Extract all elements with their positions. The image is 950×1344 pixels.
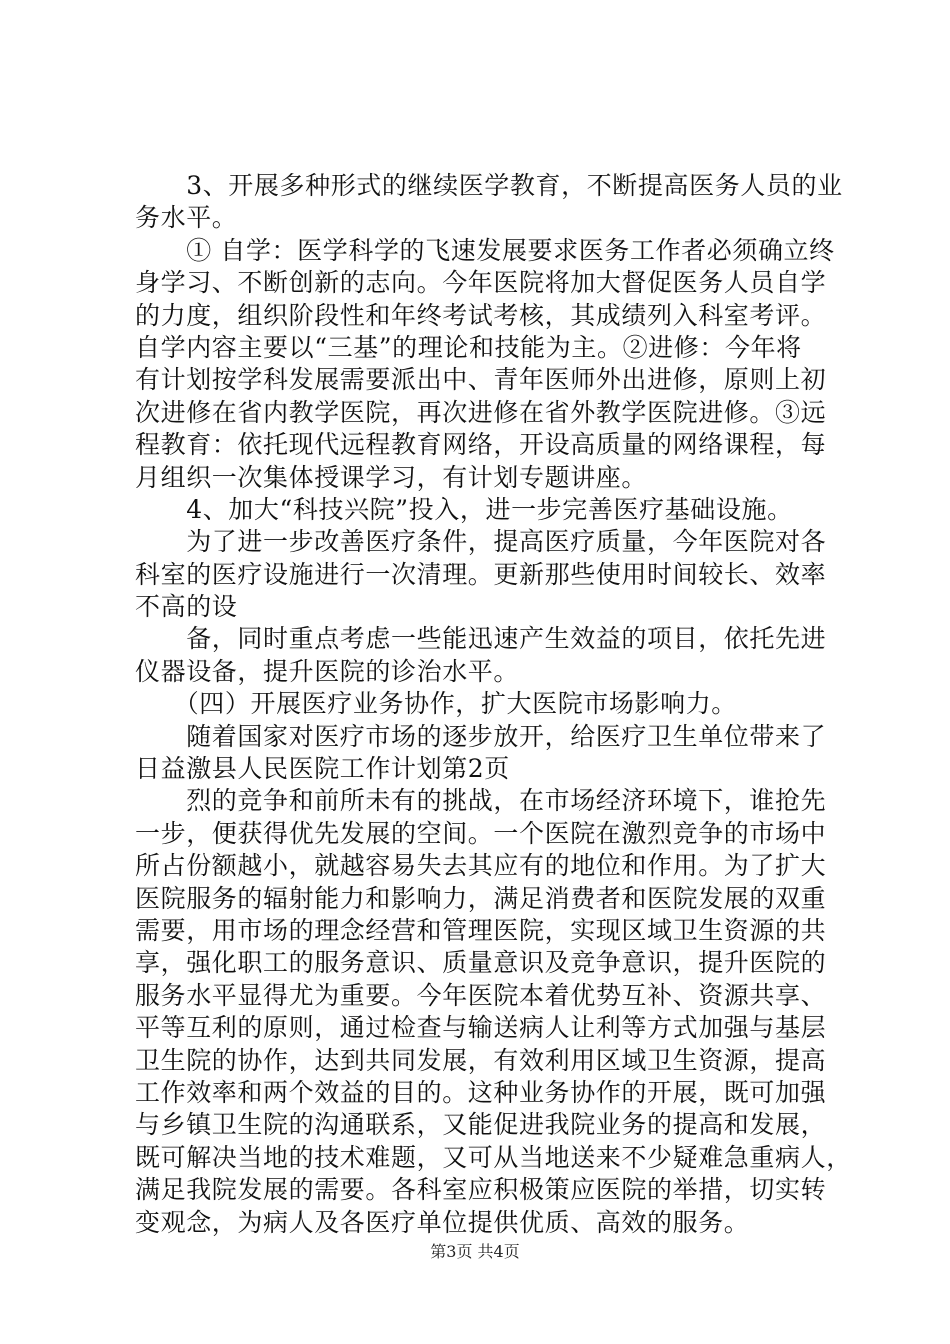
text-line: 一步，便获得优先发展的空间。一个医院在激烈竞争的市场中 xyxy=(135,818,827,848)
text-line: 科室的医疗设施进行一次清理。更新那些使用时间较长、效率 xyxy=(135,559,827,589)
text-line: 不高的设 xyxy=(135,592,238,622)
text-line: 变观念，为病人及各医疗单位提供优质、高效的服务。 xyxy=(135,1207,750,1237)
text-line: ① 自学：医学科学的飞速发展要求医务工作者必须确立终 xyxy=(135,235,835,265)
text-line: 仪器设备，提升医院的诊治水平。 xyxy=(135,656,520,686)
text-line: 医院服务的辐射能力和影响力，满足消费者和医院发展的双重 xyxy=(135,883,827,913)
page-footer: 第3页 共4页 xyxy=(430,1242,520,1261)
text-line: 满足我院发展的需要。各科室应积极策应医院的举措，切实转 xyxy=(135,1175,827,1205)
text-line: 日益激县人民医院工作计划第2页 xyxy=(135,754,510,784)
text-line: 既可解决当地的技术难题，又可从当地送来不少疑难急重病人， xyxy=(135,1142,852,1172)
text-line: 备，同时重点考虑一些能迅速产生效益的项目，依托先进 xyxy=(135,624,827,654)
text-line: 程教育：依托现代远程教育网络，开设高质量的网络课程，每 xyxy=(135,430,827,460)
text-line: 自学内容主要以“三基”的理论和技能为主。②进修：今年将 xyxy=(135,332,802,362)
text-line: 务水平。 xyxy=(135,203,238,233)
text-line: 次进修在省内教学医院，再次进修在省外教学医院进修。③远 xyxy=(135,397,827,427)
text-line: 有计划按学科发展需要派出中、青年医师外出进修，原则上初 xyxy=(135,365,827,395)
text-line: 卫生院的协作，达到共同发展，有效利用区域卫生资源，提高 xyxy=(135,1045,827,1075)
text-line: 月组织一次集体授课学习，有计划专题讲座。 xyxy=(135,462,648,492)
text-line: 的力度，组织阶段性和年终考试考核，其成绩列入科室考评。 xyxy=(135,300,827,330)
text-line: 4、加大“科技兴院”投入，进一步完善医疗基础设施。 xyxy=(135,494,793,524)
text-line: （四）开展医疗业务协作，扩大医院市场影响力。 xyxy=(135,689,737,719)
text-line: 服务水平显得尤为重要。今年医院本着优势互补、资源共享、 xyxy=(135,980,827,1010)
text-line: 烈的竞争和前所未有的挑战，在市场经济环境下，谁抢先 xyxy=(135,786,827,816)
text-line: 工作效率和两个效益的目的。这种业务协作的开展，既可加强 xyxy=(135,1077,827,1107)
text-line: 3、开展多种形式的继续医学教育，不断提高医务人员的业 xyxy=(135,171,843,200)
text-line: 随着国家对医疗市场的逐步放开，给医疗卫生单位带来了 xyxy=(135,721,827,751)
text-line: 与乡镇卫生院的沟通联系，又能促进我院业务的提高和发展， xyxy=(135,1110,827,1140)
text-line: 为了进一步改善医疗条件，提高医疗质量，今年医院对各 xyxy=(135,527,827,557)
text-line: 享，强化职工的服务意识、质量意识及竞争意识，提升医院的 xyxy=(135,948,827,978)
text-line: 平等互利的原则，通过检查与输送病人让利等方式加强与基层 xyxy=(135,1013,827,1043)
text-line: 所占份额越小，就越容易失去其应有的地位和作用。为了扩大 xyxy=(135,851,827,881)
document-body xyxy=(135,170,852,1239)
text-line: 需要，用市场的理念经营和管理医院，实现区域卫生资源的共 xyxy=(135,915,827,945)
text-line: 身学习、不断创新的志向。今年医院将加大督促医务人员自学 xyxy=(135,268,827,298)
